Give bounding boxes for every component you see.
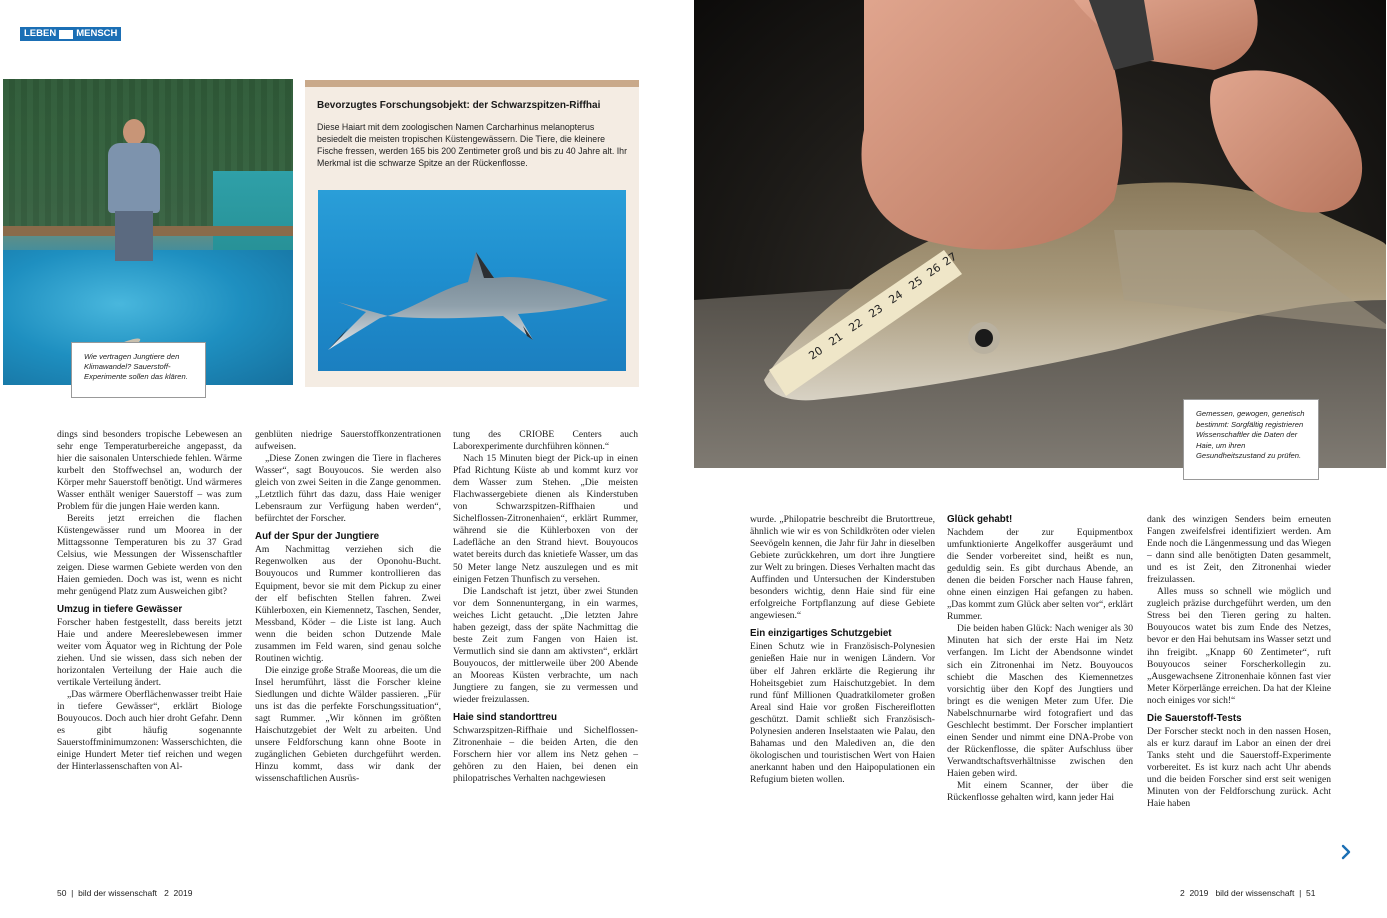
- footer-right: 2 2019 bild der wissenschaft | 51: [1180, 888, 1316, 898]
- text-column-2: [255, 429, 441, 785]
- paragraph: Der Forscher steckt noch in den nassen Hosen, als er kurz darauf im Labor an einen der drei Tanks steht und die Sauerstoff-Experimente vorbereitet. Es ist kurz nach acht Uhr abends und die beiden Forscher sind erst seit wenigen Minuten von der Feldforschung zurück. Acht Haie haben: [1147, 725, 1331, 810]
- tag-separator: [59, 30, 73, 39]
- paragraph: Die beiden haben Glück: Nach weniger als 30 Minuten hat sich der erste Hai im Netz verfangen. Im Licht der Abendsonne windet sich ein Zitronenhai im Netz. Bouyoucos schiebt die Maschen des Kiemennetzes vorsichtig über den Kopf des Jungtiers und bringt es die wenigen Meter zum Ufer. Die Nabelschnurnarbe wird fotografiert und das Geschlecht bestimmt. Der Forscher implantiert einen Sender und nimmt eine DNA-Probe von der Rückenflosse, die später Aufschluss über Verwandtschaftsverhältnisse zwischen den Haien geben wird.: [947, 623, 1133, 779]
- ruler-number: 25: [906, 273, 926, 293]
- blacktip-shark-illustration: [318, 190, 626, 371]
- photo-researcher: [103, 119, 163, 269]
- text-column-5: [947, 514, 1133, 804]
- paragraph: Die Landschaft ist jetzt, über zwei Stunden vor dem Sonnenuntergang, in ein warmes, weiches Licht getaucht. „Die letzten Jahre haben gezeigt, dass der späte Nachmittag die beste Zeit zum Fangen von Haien ist. Vermutlich sind sie dann am aktivsten“, erklärt Bouyoucos, der mittlerweile über 200 Abende an Mooreas Küsten verbrachte, um nach Jungtiere zu fangen, sie zu vermessen und wieder freizulassen.: [453, 585, 638, 706]
- paragraph: tung des CRIOBE Centers auch Laborexperimente durchführen können.“: [453, 429, 638, 453]
- footer-left: 50 | bild der wissenschaft 2 2019: [57, 888, 193, 898]
- text-column-6: [1147, 514, 1331, 810]
- paragraph: dings sind besonders tropische Lebewesen an sehr enge Temperaturbereiche angepasst, da hier die saisonalen Unterschiede fehlen. Wärme kurbelt den Stoffwechsel an, wodurch der Körper mehr Sauerstoff benötigt. Und wärmeres Wasser enthält weniger Sauerstoff – was zum Problem für die jungen Haie werden kann.: [57, 429, 242, 513]
- infobox-title: Bevorzugtes Forschungsobjekt: der Schwarzspitzen-Riffhai: [317, 100, 601, 111]
- paragraph: Einen Schutz wie in Französisch-Polynesien genießen Haie nur in wenigen Ländern. Vor über elf Jahren erklärte die Regierung ihr Hoheitsgebiet zum Haischutzgebiet. In dem rund fünf Millionen Quadratkilometer großen Areal sind Haie vor großen Fischereiflotten geschützt. Damit schließt sich Französisch-Polynesien anderen Inselstaaten wie Palau, den Bahamas und den Malediven an, die den ökologischen und touristischen Wert von Haien anerkannt haben und den Haipopulationen ein Refugium bieten wollen.: [750, 641, 935, 785]
- paragraph: „Diese Zonen zwingen die Tiere in flacheres Wasser“, sagt Bouyoucos. Sie werden also gleich von zwei Seiten in die Zange genommen. „Letztlich führt das dazu, dass Haie weniger Lebensraum zur Verfügung haben werden“, befürchtet der Forscher.: [255, 453, 441, 525]
- shark-measuring-illustration: [694, 0, 1386, 468]
- subheading: Haie sind standorttreu: [453, 712, 557, 724]
- paragraph: Am Nachmittag verziehen sich die Regenwolken aus der Oponohu-Bucht. Bouyoucos und Rummer kontrollieren das Equipment, bevor sie mit dem Pickup zu einer der elf befischten Stellen fahren. Zwei Kühlerboxen, ein Kiemennetz, Taschen, Sender, Messband, Köder – die Liste ist lang. Auch wenn die beiden schon Dutzende Male zusammen im Feld waren, sind genau solche Routinen wichtig.: [255, 544, 441, 664]
- infobox-text: Diese Haiart mit dem zoologischen Namen Carcharhinus melanopterus besiedelt die meisten tropischen Küstengewässern. Die Tiere, die kleinere Fische fressen, werden 165 bis 200 Zentimeter groß und bis zu 40 Jahre alt. Ihr Merkmal ist die schwarze Spitze an der Rückenflosse.: [317, 122, 628, 168]
- subheading: Die Sauerstoff-Tests: [1147, 712, 1242, 724]
- photo-shark-measuring: [694, 0, 1386, 468]
- subheading: Glück gehabt!: [947, 514, 1013, 525]
- subheading: Umzug in tiefere Gewässer: [57, 603, 183, 615]
- paragraph: Bereits jetzt erreichen die flachen Küstengewässer rund um Moorea in der Mittagssonne Temperaturen bis zu 37 Grad Celsius, wie Messungen der Wissenschaftler zeigen. Diese warmen Gebiete werden von den Haien gemieden. Doch was ist, wenn es nicht mehr genügend Platz zum Ausweichen gibt?: [57, 513, 242, 597]
- paragraph: Mit einem Scanner, der über die Rückenflosse gehalten wird, kann jeder Hai: [947, 779, 1133, 804]
- paragraph: Die einzige große Straße Mooreas, die um die Insel herumführt, lässt die Forscher kleine Siedlungen und dichte Wälder passieren. „Für uns ist das die perfekte Forschungssituation“, sagt Rummer. „Wir können im größten Haischutzgebiet der Welt zu arbeiten. Und unsere Feldforschung kann ohne Boote in zugänglichen Gebieten durchgeführt werden. Hinzu kommt, dass wir dank der wissenschaftlichen Ausrüs-: [255, 664, 441, 785]
- paragraph: Forscher haben festgestellt, dass bereits jetzt Haie und andere Meereslebewesen immer weiter vom Äquator weg in Richtung der Pole ziehen. Und sie wissen, dass sich neben der horizontalen Verteilung der Haie auch die vertikale Verteilung ändert.: [57, 616, 242, 688]
- photo-shark-pool: [3, 79, 293, 385]
- paragraph: Alles muss so schnell wie möglich und zugleich präzise durchgeführt werden, um den Stress bei den Tieren gering zu halten. Bouyoucos watet bis zum Ende des Netzes, bevor er den Hai behutsam ins Wasser setzt und ihn freigibt. „Knapp 60 Zentimeter“, ruft Bouyoucos seiner Forscherkollegin zu. „Ausgewachsene Zitronenhaie können fast vier Meter Körperlänge erreichen. Da hat der Kleine noch einiges vor sich!“: [1147, 586, 1331, 706]
- section-tag: [20, 27, 121, 41]
- infobox-bar: [305, 80, 639, 87]
- ruler-number: 21: [826, 329, 846, 349]
- section-tag-left: LEBEN: [24, 28, 57, 39]
- paragraph: Nachdem der zur Equipmentbox umfunktionierte Angelkoffer ausgeräumt und die Sender vorbereitet sind, heißt es nun, geduldig sein. Es gibt durchaus Abende, an denen die beiden Forscher nach Hause fahren, ohne einen einzigen Hai gefangen zu haben. „Das kommt zum Glück aber selten vor“, erklärt Rummer.: [947, 527, 1133, 623]
- text-column-1: [57, 429, 242, 773]
- chevron-right-icon: [1337, 843, 1355, 861]
- text-column-3: [453, 429, 638, 785]
- paragraph: dank des winzigen Senders beim erneuten Fangen zweifelsfrei identifiziert werden. Am Ende noch die Längenmessung und das Wiegen – dann sind alle benötigten Daten gesammelt, und es ist Zeit, den Zitronenhai wieder freizulassen.: [1147, 514, 1331, 586]
- section-tag-right: MENSCH: [76, 28, 118, 39]
- caption-measuring: Gemessen, gewogen, genetisch bestimmt: Sorgfältig registrieren Wissenschaftler die Daten der Haie, um ihren Gesundheitszustand zu prüfen.: [1183, 399, 1319, 480]
- paragraph: Nach 15 Minuten biegt der Pick-up in einen Pfad Richtung Küste ab und kommt kurz vor dem Wasser zum Stehen. „Die meisten Flachwassergebiete dienen als Kinderstuben von Schwarzspitzen-Riffhaien und Sichelflossen-Zitronenhaien“, erklärt Rummer, während sie die Kühlerboxen von der Ladefläche an den Strand hievt. Bouyoucos watet bereits durch das knietiefe Wasser, um das 50 Meter lange Netz auszulegen und es mit einigen Fetzen Thunfisch zu versehen.: [453, 453, 638, 585]
- text-column-4: [750, 514, 935, 786]
- paragraph: Schwarzspitzen-Riffhaie und Sichelflossen-Zitronenhaie – die beiden Arten, die den Forschern hier vor allem ins Netz gehen – gehören zu den Haien, bei denen ein philopatrisches Verhalten nachgewiesen: [453, 725, 638, 785]
- photo-blacktip-shark: [318, 190, 626, 371]
- next-page-button[interactable]: [1337, 843, 1355, 861]
- subheading: Auf der Spur der Jungtiere: [255, 531, 380, 543]
- ruler-number: 23: [866, 301, 886, 321]
- subheading: Ein einzigartiges Schutzgebiet: [750, 628, 892, 640]
- ruler-number: 24: [886, 287, 906, 307]
- paragraph: „Das wärmere Oberflächenwasser treibt Haie in tiefere Gewässer“, erklärt Biologe Bouyoucos. Doch auch hier droht Gefahr. Denn es gibt häufig sogenannte Sauerstoffminimumzonen: Wasserschichten, die einige Hundert Meter tief reichen und wegen der Hinterlassenschaften von Al-: [57, 688, 242, 773]
- paragraph: wurde. „Philopatrie beschreibt die Brutorttreue, ähnlich wie wir es von Schildkröten oder vielen Seevögeln kennen, die Jahr für Jahr in dieselben Gebiete zurückkehren, um dort ihre Jungtiere zur Welt zu bringen. Dieses Verhalten macht das Auffinden und Untersuchen der Kinderstuben besonders wichtig, denn Haie sind für eine erfolgreiche Fortpflanzung auf diese Gebiete angewiesen.“: [750, 514, 935, 622]
- caption-pool: Wie vertragen Jungtiere den Klimawandel? Sauerstoff-Experimente sollen das klären.: [71, 342, 206, 398]
- ruler-number: 26: [924, 260, 944, 280]
- paragraph: genblüten niedrige Sauerstoffkonzentrationen aufweisen.: [255, 429, 441, 453]
- ruler-number: 27: [940, 249, 960, 269]
- ruler-number: 20: [806, 343, 826, 363]
- ruler-number: 22: [846, 315, 866, 335]
